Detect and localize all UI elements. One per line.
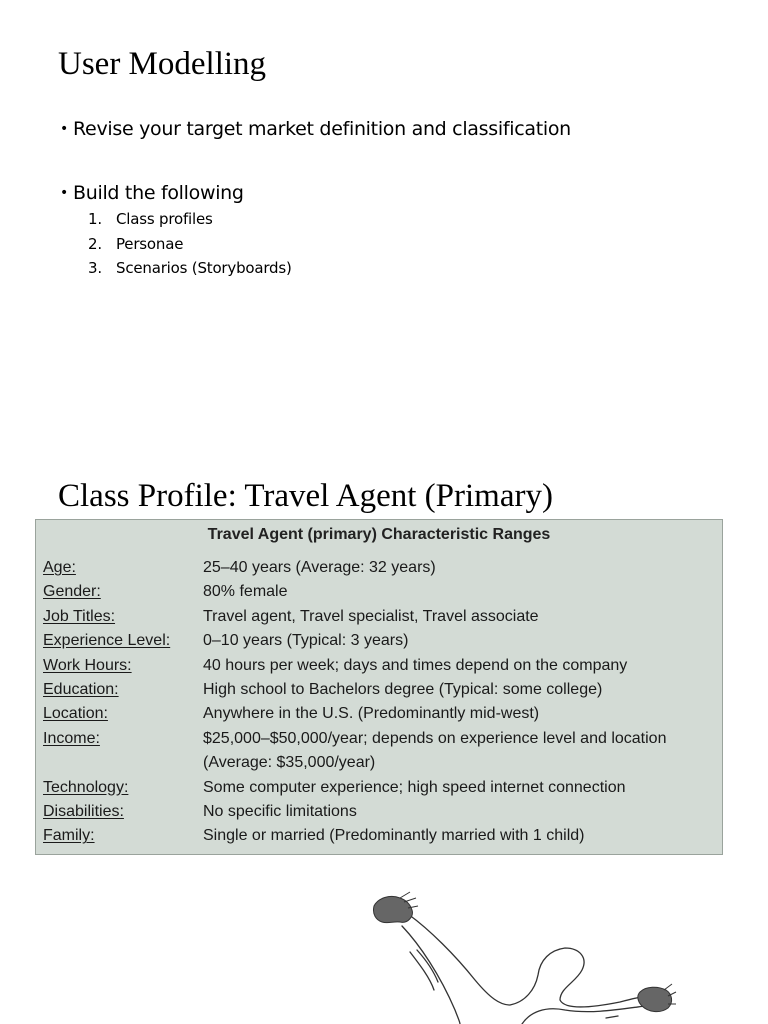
list-text: Personae [116, 234, 184, 253]
table-row [36, 776, 722, 800]
list-text: Scenarios (Storyboards) [116, 259, 292, 277]
row-value: High school to Bachelors degree (Typical: some college) [203, 680, 603, 698]
slide-title: User Modelling [58, 46, 267, 82]
row-value: Some computer experience; high speed internet connection [203, 778, 626, 796]
table-row [36, 556, 722, 580]
row-value: $25,000–$50,000/year; depends on experience level and location [203, 729, 667, 747]
row-value: 0–10 years (Typical: 3 years) [203, 632, 409, 650]
row-label [36, 751, 203, 775]
row-label: Job Titles: [43, 607, 116, 625]
bullet-item [60, 118, 571, 140]
bullet-text: Revise your target market definition and classification [73, 118, 571, 140]
list-number: 1. [88, 210, 102, 228]
row-label: Education: [43, 680, 119, 698]
row-value: Single or married (Predominantly married with 1 child) [203, 827, 585, 845]
list-number: 2. [88, 234, 102, 253]
slide-title: Class Profile: Travel Agent (Primary) [58, 478, 553, 514]
row-value: No specific limitations [203, 802, 357, 820]
list-item [88, 210, 292, 235]
row-value: 40 hours per week; days and times depend on the company [203, 656, 628, 674]
table-row [36, 702, 722, 726]
bullet-dot: • [60, 185, 68, 201]
table-row [36, 751, 722, 775]
row-label: Income: [43, 729, 100, 747]
table-row [36, 824, 722, 848]
list-item [88, 259, 292, 284]
table-row [36, 605, 722, 629]
bullet-item [60, 182, 244, 204]
row-label: Work Hours: [43, 656, 132, 674]
table-row [36, 800, 722, 824]
table-row [36, 629, 722, 653]
persona-sketch-illustration [360, 880, 690, 1024]
row-label: Location: [43, 705, 108, 723]
row-label: Age: [43, 559, 76, 576]
table-row [36, 654, 722, 678]
row-label: Experience Level: [43, 632, 171, 650]
row-value: 25–40 years (Average: 32 years) [203, 559, 436, 576]
table-body [36, 556, 722, 849]
row-label: Disabilities: [43, 802, 124, 820]
row-label: Family: [43, 827, 95, 845]
row-value: (Average: $35,000/year) [203, 754, 376, 772]
row-value: Travel agent, Travel specialist, Travel associate [203, 607, 539, 625]
row-label: Gender: [43, 583, 101, 601]
table-row [36, 580, 722, 604]
class-profile-table [35, 519, 723, 855]
bullet-dot: • [60, 121, 68, 137]
table-row [36, 678, 722, 702]
row-label: Technology: [43, 778, 129, 796]
row-value: Anywhere in the U.S. (Predominantly mid-west) [203, 705, 540, 723]
row-value: 80% female [203, 583, 288, 601]
list-item [88, 235, 292, 260]
numbered-list [88, 210, 292, 284]
list-text: Class profiles [116, 210, 213, 228]
table-heading: Travel Agent (primary) Characteristic Ranges [207, 526, 551, 543]
table-row [36, 727, 722, 751]
bullet-text: Build the following [73, 182, 244, 204]
list-number: 3. [88, 259, 102, 277]
